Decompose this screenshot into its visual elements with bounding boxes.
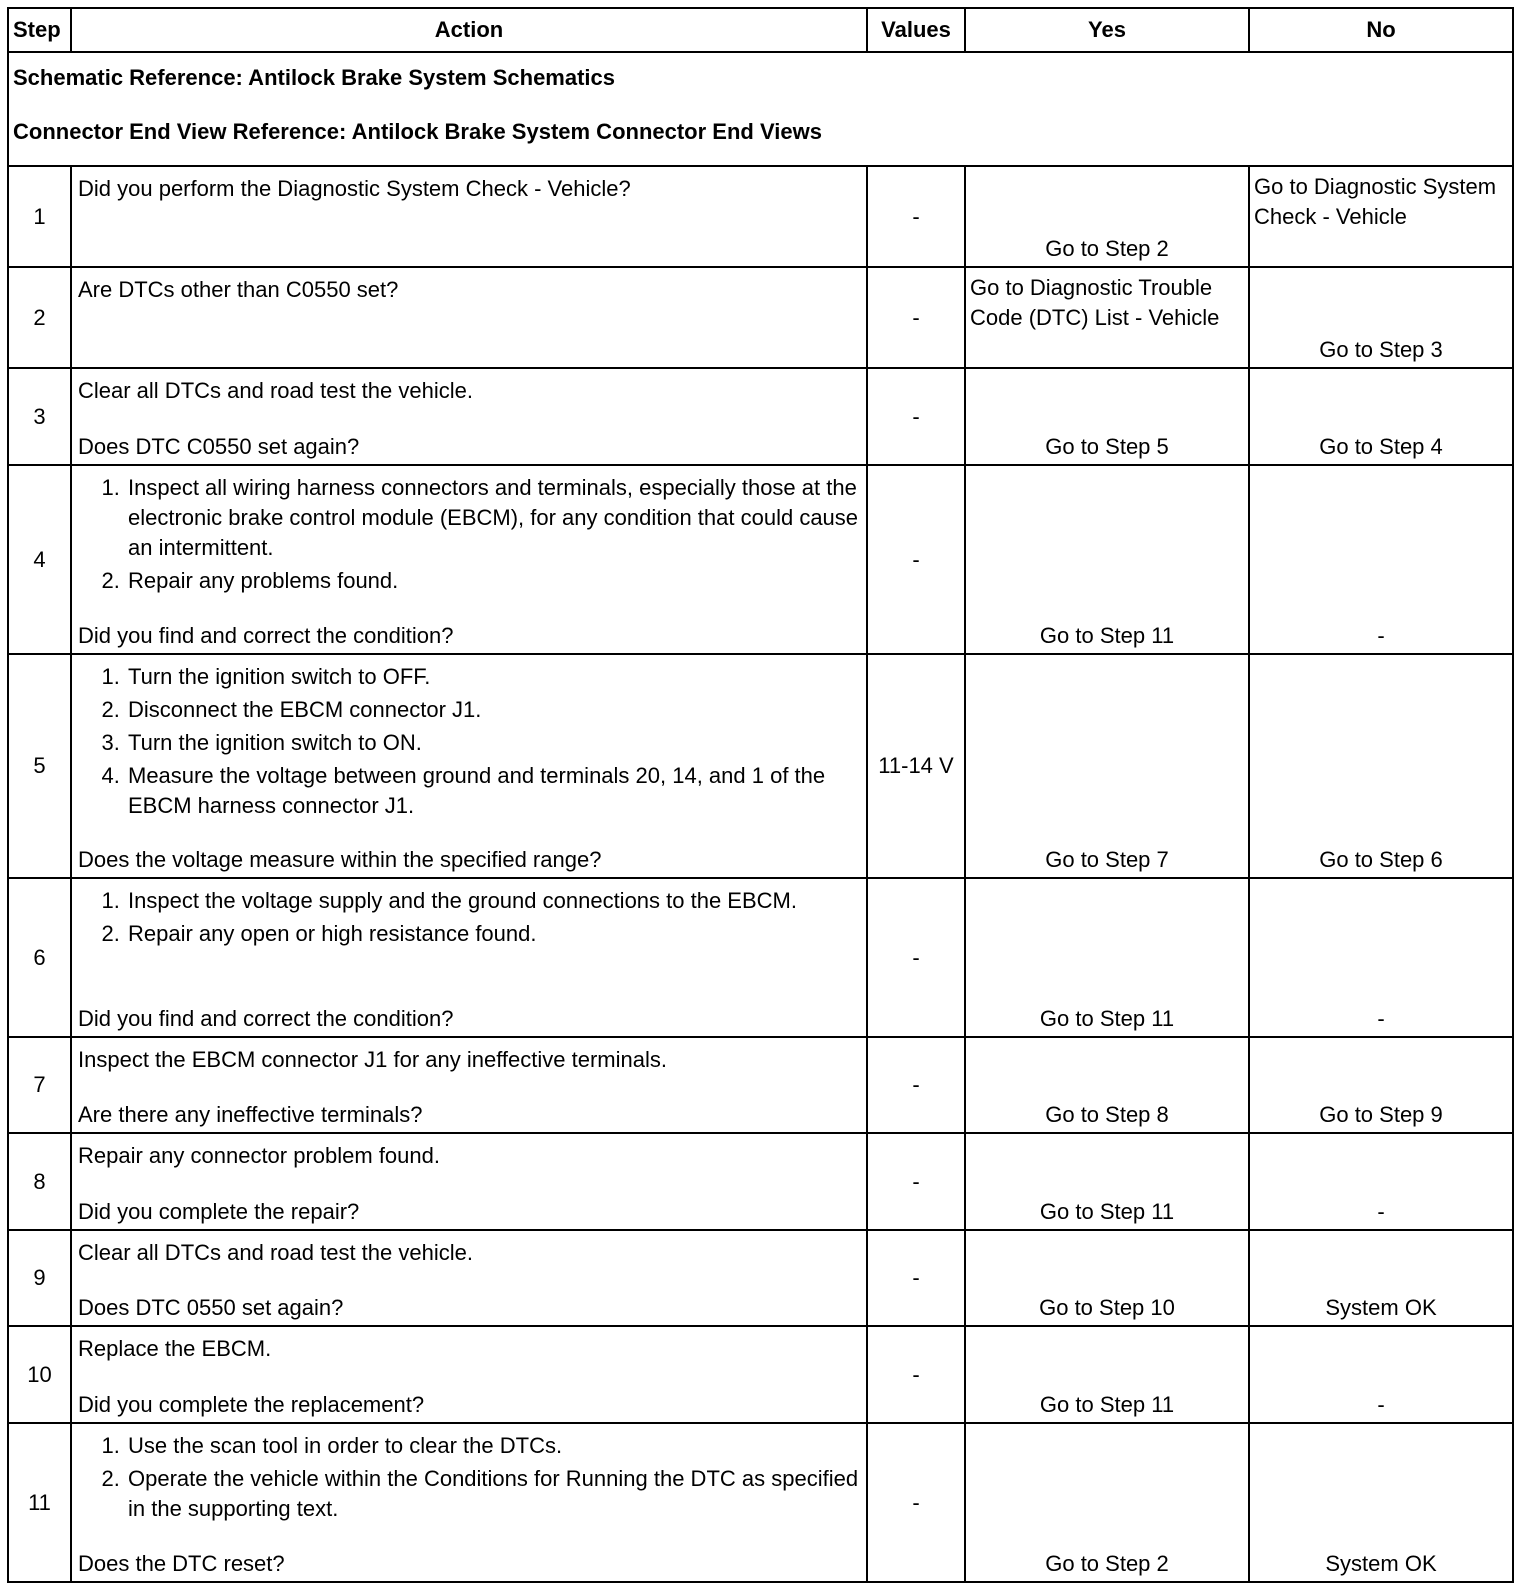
values-cell: - bbox=[867, 166, 965, 267]
connector-reference: Connector End View Reference: Antilock Brake System Connector End Views bbox=[13, 119, 822, 144]
diagnostic-table-sheet bbox=[7, 7, 1514, 1583]
no-cell: System OK bbox=[1249, 1423, 1513, 1582]
diagnostic-table bbox=[7, 7, 1514, 1583]
yes-cell: Go to Diagnostic Trouble Code (DTC) List - Vehicle bbox=[965, 267, 1249, 368]
action-text: Inspect the EBCM connector J1 for any ineffective terminals. bbox=[78, 1047, 667, 1072]
action-cell bbox=[71, 465, 867, 654]
header-no: No bbox=[1249, 8, 1513, 52]
table-row bbox=[8, 1423, 1513, 1582]
yes-cell: Go to Step 5 bbox=[965, 368, 1249, 465]
no-cell: Go to Step 4 bbox=[1249, 368, 1513, 465]
action-text: Clear all DTCs and road test the vehicle. bbox=[78, 378, 473, 403]
values-cell: - bbox=[867, 1037, 965, 1133]
action-question: Did you find and correct the condition? bbox=[78, 623, 454, 648]
action-question: Does the DTC reset? bbox=[78, 1551, 285, 1576]
action-question: Are there any ineffective terminals? bbox=[78, 1102, 423, 1127]
action-list-item: 3. Turn the ignition switch to ON. bbox=[126, 728, 860, 758]
action-list-item: 2. Repair any problems found. bbox=[126, 566, 860, 596]
no-cell: Go to Step 9 bbox=[1249, 1037, 1513, 1133]
table-row bbox=[8, 368, 1513, 465]
no-cell: - bbox=[1249, 1133, 1513, 1230]
table-row bbox=[8, 1230, 1513, 1326]
action-cell bbox=[71, 878, 867, 1037]
yes-cell: Go to Step 7 bbox=[965, 654, 1249, 878]
action-cell bbox=[71, 654, 867, 878]
action-text: Repair any connector problem found. bbox=[78, 1143, 440, 1168]
action-list bbox=[78, 662, 860, 821]
no-cell: Go to Diagnostic System Check - Vehicle bbox=[1249, 166, 1513, 267]
values-cell: 11-14 V bbox=[867, 654, 965, 878]
values-cell: - bbox=[867, 1326, 965, 1423]
values-cell: - bbox=[867, 878, 965, 1037]
yes-cell: Go to Step 11 bbox=[965, 465, 1249, 654]
schematic-reference: Schematic Reference: Antilock Brake System Schematics bbox=[13, 65, 616, 90]
action-question: Did you perform the Diagnostic System Check - Vehicle? bbox=[78, 176, 631, 201]
no-cell: - bbox=[1249, 1326, 1513, 1423]
action-question: Are DTCs other than C0550 set? bbox=[78, 277, 399, 302]
table-row bbox=[8, 1326, 1513, 1423]
yes-cell: Go to Step 11 bbox=[965, 878, 1249, 1037]
action-list-item: 2. Disconnect the EBCM connector J1. bbox=[126, 695, 860, 725]
step-number: 5 bbox=[8, 654, 71, 878]
table-row bbox=[8, 1037, 1513, 1133]
header-step: Step bbox=[8, 8, 71, 52]
reference-row bbox=[8, 52, 1513, 166]
yes-cell: Go to Step 10 bbox=[965, 1230, 1249, 1326]
step-number: 3 bbox=[8, 368, 71, 465]
values-cell: - bbox=[867, 465, 965, 654]
action-list-item: 1. Turn the ignition switch to OFF. bbox=[126, 662, 860, 692]
action-list bbox=[78, 1431, 860, 1524]
action-text: Clear all DTCs and road test the vehicle. bbox=[78, 1240, 473, 1265]
step-number: 10 bbox=[8, 1326, 71, 1423]
step-number: 9 bbox=[8, 1230, 71, 1326]
action-question: Did you complete the replacement? bbox=[78, 1392, 425, 1417]
yes-cell: Go to Step 2 bbox=[965, 1423, 1249, 1582]
yes-cell: Go to Step 11 bbox=[965, 1326, 1249, 1423]
table-row bbox=[8, 654, 1513, 878]
values-cell: - bbox=[867, 1133, 965, 1230]
action-list-item: 1. Use the scan tool in order to clear the DTCs. bbox=[126, 1431, 860, 1461]
action-list bbox=[78, 473, 860, 596]
header-values: Values bbox=[867, 8, 965, 52]
yes-cell: Go to Step 8 bbox=[965, 1037, 1249, 1133]
step-number: 7 bbox=[8, 1037, 71, 1133]
table-row bbox=[8, 1133, 1513, 1230]
action-list-item: 2. Repair any open or high resistance found. bbox=[126, 919, 860, 949]
values-cell: - bbox=[867, 267, 965, 368]
step-number: 1 bbox=[8, 166, 71, 267]
action-question: Does DTC 0550 set again? bbox=[78, 1295, 344, 1320]
table-row bbox=[8, 465, 1513, 654]
values-cell: - bbox=[867, 368, 965, 465]
header-yes: Yes bbox=[965, 8, 1249, 52]
step-number: 2 bbox=[8, 267, 71, 368]
header-action: Action bbox=[71, 8, 867, 52]
step-number: 8 bbox=[8, 1133, 71, 1230]
action-text: Replace the EBCM. bbox=[78, 1336, 272, 1361]
action-cell bbox=[71, 1037, 867, 1133]
no-cell: Go to Step 3 bbox=[1249, 267, 1513, 368]
table-row bbox=[8, 267, 1513, 368]
action-question: Did you complete the repair? bbox=[78, 1199, 360, 1224]
action-cell bbox=[71, 1326, 867, 1423]
yes-cell: Go to Step 2 bbox=[965, 166, 1249, 267]
no-cell: Go to Step 6 bbox=[1249, 654, 1513, 878]
action-cell bbox=[71, 1133, 867, 1230]
no-cell: - bbox=[1249, 465, 1513, 654]
action-list-item: 2. Operate the vehicle within the Conditions for Running the DTC as specified in the supporting text. bbox=[126, 1464, 860, 1524]
reference-cell bbox=[8, 52, 1513, 166]
action-list-item: 1. Inspect the voltage supply and the ground connections to the EBCM. bbox=[126, 886, 860, 916]
action-question: Does the voltage measure within the specified range? bbox=[78, 847, 602, 872]
action-cell bbox=[71, 368, 867, 465]
action-cell bbox=[71, 166, 867, 267]
table-row bbox=[8, 878, 1513, 1037]
no-cell: System OK bbox=[1249, 1230, 1513, 1326]
no-cell: - bbox=[1249, 878, 1513, 1037]
action-cell bbox=[71, 267, 867, 368]
values-cell: - bbox=[867, 1230, 965, 1326]
action-list bbox=[78, 886, 860, 949]
table-row bbox=[8, 166, 1513, 267]
action-cell bbox=[71, 1230, 867, 1326]
action-list-item: 4. Measure the voltage between ground and terminals 20, 14, and 1 of the EBCM harness connector J1. bbox=[126, 761, 860, 821]
yes-cell: Go to Step 11 bbox=[965, 1133, 1249, 1230]
step-number: 11 bbox=[8, 1423, 71, 1582]
step-number: 4 bbox=[8, 465, 71, 654]
action-question: Does DTC C0550 set again? bbox=[78, 434, 360, 459]
step-number: 6 bbox=[8, 878, 71, 1037]
values-cell: - bbox=[867, 1423, 965, 1582]
action-question: Did you find and correct the condition? bbox=[78, 1006, 454, 1031]
header-row bbox=[8, 8, 1513, 52]
action-list-item: 1. Inspect all wiring harness connectors and terminals, especially those at the electronic brake control module (EBCM), for any condition that could cause an intermittent. bbox=[126, 473, 860, 563]
action-cell bbox=[71, 1423, 867, 1582]
